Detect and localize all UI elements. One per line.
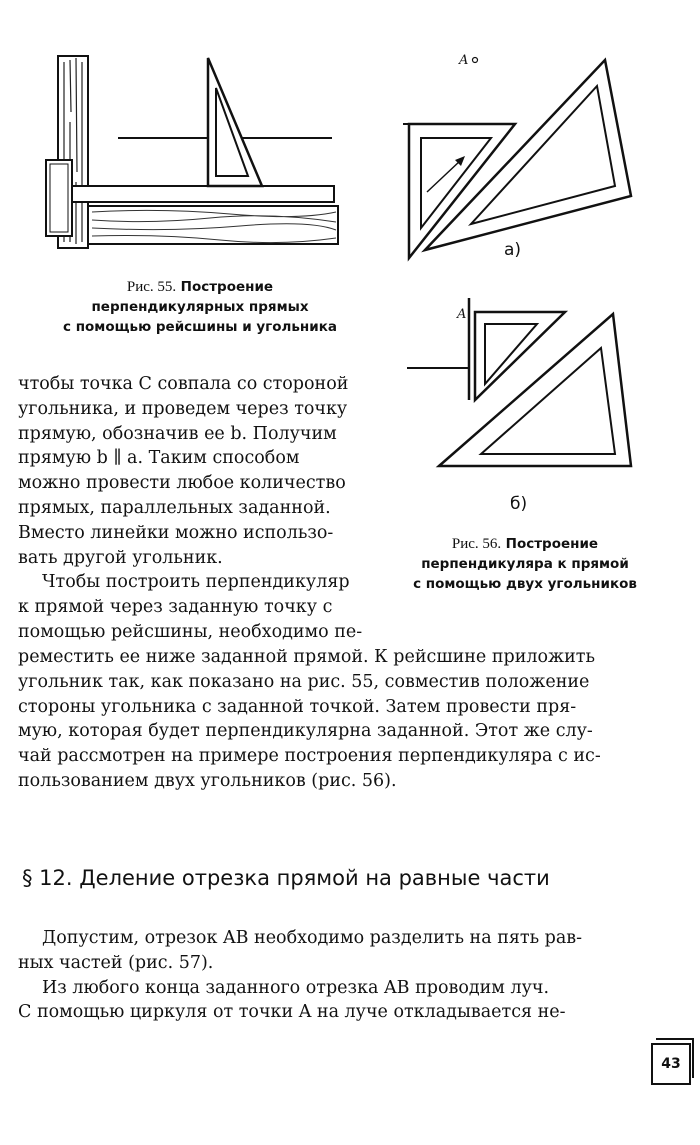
figure-55-drawing — [40, 52, 340, 252]
text-line: угольника, и проведем через точку — [18, 398, 348, 419]
text-line: Чтобы построить перпендикуляр — [42, 572, 350, 593]
text-line: пользованием двух угольников (рис. 56). — [18, 770, 397, 791]
page-number: 43 — [651, 1043, 691, 1085]
figure-56a-drawing — [395, 42, 645, 264]
text-line: вать другой угольник. — [18, 547, 223, 568]
text-line: Вместо линейки можно использо- — [18, 522, 334, 543]
point-a-label-bottom: A — [457, 307, 467, 322]
section-heading: § 12. Деление отрезка прямой на равные части — [22, 866, 550, 890]
text-line: помощью рейсшины, необходимо пе- — [18, 621, 363, 642]
text-line: к прямой через заданную точку с — [18, 597, 333, 618]
body-text-column — [18, 372, 366, 645]
text-line: чай рассмотрен на примере построения перпендикуляра с ис- — [18, 746, 601, 767]
figure-56a-label: а) — [504, 240, 522, 260]
section-text — [18, 926, 648, 1025]
text-line: стороны угольника с заданной точкой. Затем провести пря- — [18, 696, 577, 717]
figure-55-caption: Рис. 55. Построение перпендикулярных прямых с помощью рейсшины и угольника — [63, 279, 337, 335]
text-line: прямую b ∥ a. Таким способом — [18, 448, 300, 469]
text-line: угольник так, как показано на рис. 55, совместив положение — [18, 671, 590, 692]
text-line: можно провести любое количество — [18, 473, 346, 494]
text-line: чтобы точка C совпала со стороной — [18, 374, 349, 394]
text-line: Допустим, отрезок AB необходимо разделить на пять рав- — [42, 928, 583, 948]
figure-56b-drawing — [405, 290, 635, 495]
body-text-full — [18, 645, 648, 794]
text-line: реместить ее ниже заданной прямой. К рейсшине приложить — [18, 647, 595, 667]
text-line: мую, которая будет перпендикулярна заданной. Этот же слу- — [18, 721, 593, 742]
text-line: прямых, параллельных заданной. — [18, 497, 331, 518]
text-line: Из любого конца заданного отрезка AB проводим луч. — [42, 977, 550, 998]
text-line: ных частей (рис. 57). — [18, 952, 214, 973]
figure-56-caption: Рис. 56. Построение перпендикуляра к прямой с помощью двух угольников — [413, 536, 637, 592]
text-line: прямую, обозначив ее b. Получим — [18, 423, 337, 444]
point-a-label-top: A — [459, 53, 469, 68]
figure-56b-label: б) — [510, 494, 528, 514]
text-line: С помощью циркуля от точки A на луче откладывается не- — [18, 1002, 566, 1023]
